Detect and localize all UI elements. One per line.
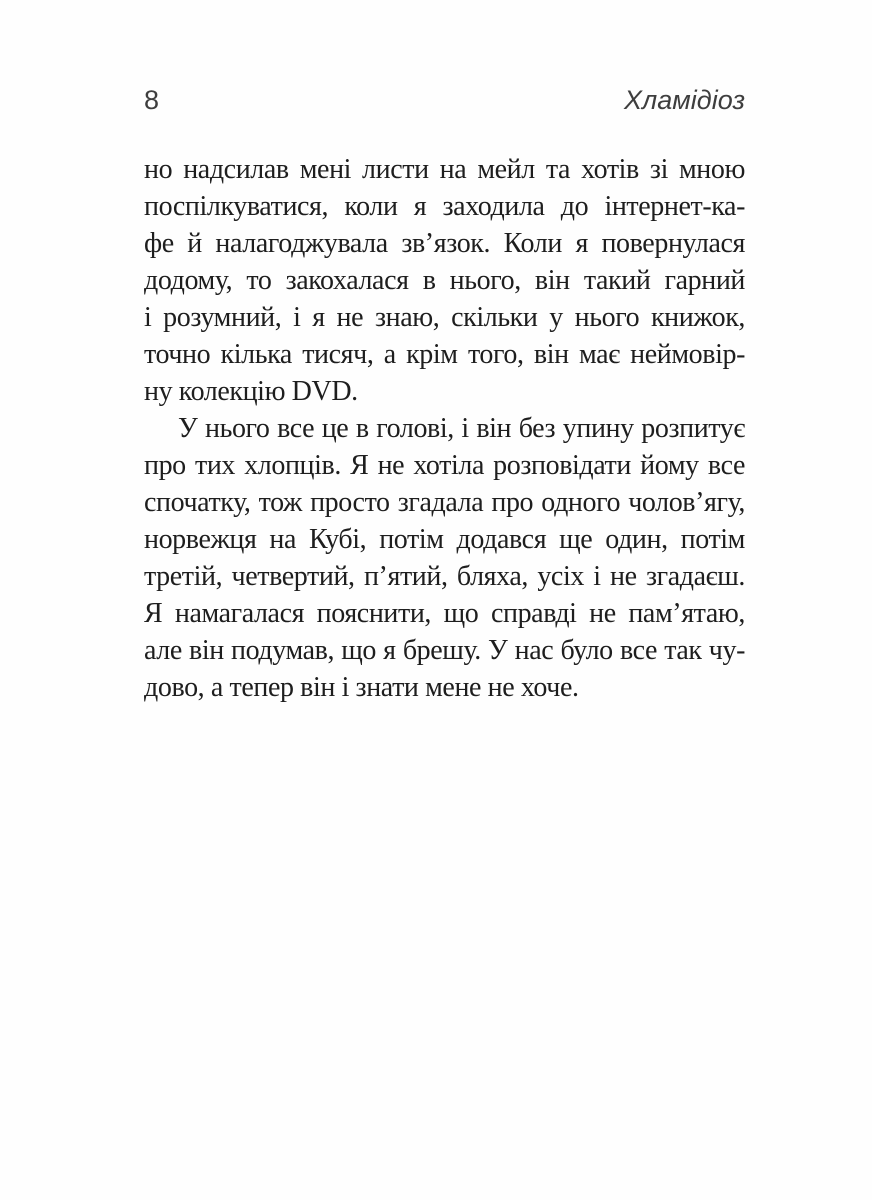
paragraph-1	[144, 151, 745, 410]
text-line: поспілкуватися, коли я заходила до інтернет-ка-	[144, 191, 745, 222]
page-body	[144, 151, 745, 706]
text-line: но надсилав мені листи на мейл та хотів зі мною	[144, 154, 745, 185]
text-line: ну колекцію DVD.	[144, 376, 358, 407]
text-line: третій, четвертий, п’ятий, бляха, усіх і не згадаєш.	[144, 561, 745, 592]
text-line: про тих хлопців. Я не хотіла розповідати йому все	[144, 450, 745, 481]
text-line: дово, а тепер він і знати мене не хоче.	[144, 672, 579, 703]
text-line: і розумний, і я не знаю, скільки у нього книжок,	[144, 302, 745, 333]
page-number: 8	[144, 85, 160, 115]
text-line: точно кілька тисяч, а крім того, він має неймовір-	[144, 339, 745, 370]
text-line: але він подумав, що я брешу. У нас було все так чу-	[144, 635, 745, 666]
paragraph-2	[144, 410, 745, 706]
running-title: Хламідіоз	[624, 85, 745, 115]
text-line: спочатку, тож просто згадала про одного чолов’ягу,	[144, 487, 745, 518]
text-line: норвежця на Кубі, потім додався ще один, потім	[144, 524, 745, 555]
text-line: Я намагалася пояснити, що справді не пам’ятаю,	[144, 598, 745, 629]
page-header	[144, 84, 745, 116]
text-line: У нього все це в голові, і він без упину розпитує	[178, 413, 745, 444]
text-line: додому, то закохалася в нього, він такий гарний	[144, 265, 745, 296]
text-line: фе й налагоджувала зв’язок. Коли я повернулася	[144, 228, 745, 259]
